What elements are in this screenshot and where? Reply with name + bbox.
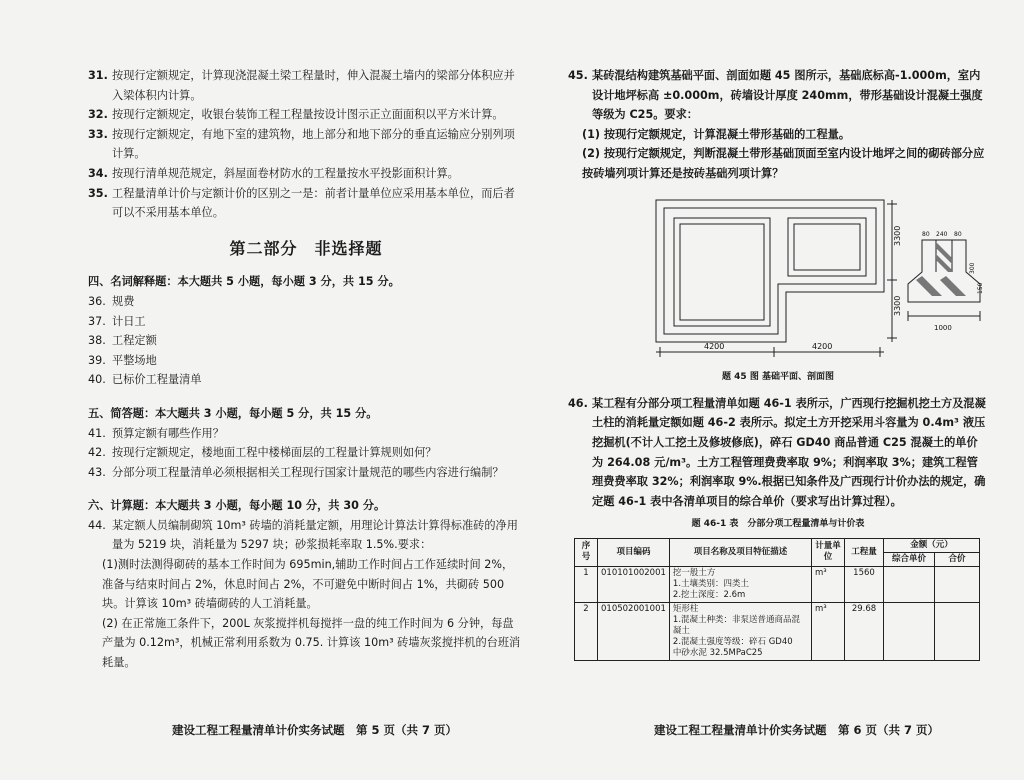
th-code: 项目编码	[598, 538, 670, 566]
th-total: 合价	[935, 552, 980, 566]
th-amount: 金额（元）	[884, 538, 980, 552]
question-46: 46. 某工程有分部分项工程量清单如题 46-1 表所示，广西现行挖掘机挖土方及混凝土柱的消耗量定额如题 46-2 表所示。拟定土方开挖采用斗容量为 0.4m³ 液压挖掘机(不计人工挖土及修坡修底)，碎石 GD40 商品普通 C25 混凝土的单价为 264.08 元/m³。土方工程管理费费率取 9%；利润率取 3%；建筑工程管理费费率取 32%；利润率取 9%.根据已知条件及广西现行计价办法的规定，确定题 46-1 表中各清单项目的综合单价（要求写出计算过程）。	[568, 396, 986, 508]
question-45: 45. 某砖混结构建筑基础平面、剖面如题 45 图所示，基础底标高-1.000m，室内设计地坪标高 ±0.000m，砖墙设计厚度 240mm，带形基础设计混凝土强度等级为 C25。要求：	[568, 69, 983, 122]
dim-3300-top: 3300	[893, 225, 902, 246]
question-38: 38. 工程定额	[88, 334, 157, 348]
question-45-req-1: (1) 按现行定额规定，计算混凝土带形基础的工程量。	[582, 127, 851, 141]
th-seq: 序号	[575, 538, 598, 566]
room-right	[788, 218, 866, 276]
sec-dim-1000: 1000	[934, 323, 952, 332]
sec-dim-300: 300	[969, 262, 976, 274]
th-qty: 工程量	[845, 538, 884, 566]
question-44: 44. 某定额人员编制砌筑 10m³ 砖墙的消耗量定额，用理论计算法计算得标准砖的净用量为 5219 块，消耗量为 5297 块；砂浆损耗率取 1.5%.要求：	[88, 518, 518, 552]
question-42: 42. 按现行定额规定，楼地面工程中楼梯面层的工程量计算规则如何？	[88, 446, 437, 460]
question-44-part-2: (2) 在正常施工条件下，200L 灰浆搅拌机每搅拌一盘的纯工作时间为 6 分钟，每盘产量为 0.12m³，机械正常利用系数为 0.75. 计算该 10m³ 砖墙灰浆搅拌机的台班消耗量。	[102, 616, 521, 670]
question-40: 40. 已标价工程量清单	[88, 373, 202, 387]
right-footer: 建设工程工程量清单计价实务试题 第 6 页（共 7 页）	[654, 723, 940, 737]
room-left-inner	[680, 224, 764, 320]
table-row: 2 010502001001 矩形柱 1.混凝土种类：非泵送普通商品混凝土 2.混凝土强度等级：碎石 GD40 中砂水泥 32.5MPaC25 m³ 29.68	[575, 602, 980, 660]
table-caption: 题 46-1 表 分部分项工程量清单与计价表	[691, 519, 865, 530]
question-34: 34. 按现行清单规范规定，斜屋面卷材防水的工程量按水平投影面积计算。	[88, 166, 459, 180]
question-31: 31. 按现行定额规定，计算现浇混凝土梁工程量时，伸入混凝土墙内的梁部分体积应并入梁体积内计算。	[88, 69, 515, 102]
foundation-figure	[636, 192, 988, 360]
left-footer: 建设工程工程量清单计价实务试题 第 5 页（共 7 页）	[172, 723, 458, 737]
dim-3300-bottom: 3300	[893, 295, 902, 316]
sec-dim-80-right: 80	[954, 230, 962, 238]
question-41: 41. 预算定额有哪些作用？	[88, 426, 224, 440]
sec-dim-80-left: 80	[922, 230, 930, 238]
question-33: 33. 按现行定额规定，有地下室的建筑物，地上部分和地下部分的垂直运输应分别列项计算。	[88, 127, 515, 161]
table-row: 1 010101002001 挖一般土方 1.土壤类别：四类土 2.挖土深度：2.6m m³ 1560	[575, 566, 980, 602]
question-45-req-2: (2) 按现行定额规定，判断混凝土带形基础顶面至室内设计地坪之间的砌砖部分应按砖墙列项计算还是按砖基础列项计算？	[582, 147, 985, 180]
question-32: 32. 按现行定额规定，收银台装饰工程工程量按设计图示正立面面积以平方米计算。	[88, 108, 504, 122]
question-37: 37. 计日工	[88, 314, 146, 328]
question-35: 35. 工程量清单计价与定额计价的区别之一是：前者计量单位应采用基本单位，而后者可以不采用基本单位。	[88, 186, 515, 220]
dim-4200-left: 4200	[704, 341, 725, 351]
question-36: 36. 规费	[88, 294, 135, 308]
th-name: 项目名称及项目特征描述	[669, 538, 811, 566]
dim-4200-right: 4200	[812, 341, 833, 351]
question-44-part-1: (1)测时法测得砌砖的基本工作时间为 695min,辅助工作时间占工作延续时间 2%，准备与结束时间占 2%，休息时间占 2%，不可避免中断时间占 1%，共砌砖 500 块。计算该 10m³ 砖墙砌砖的人工消耗量。	[102, 558, 514, 611]
section-5-heading: 五、简答题：本大题共 3 小题，每小题 5 分，共 15 分。	[88, 406, 378, 420]
room-left	[674, 218, 770, 326]
sec-dim-150: 150	[977, 282, 984, 294]
th-unit: 计量单位	[812, 538, 845, 566]
th-unit-price: 综合单价	[884, 552, 935, 566]
section-6-heading: 六、计算题：本大题共 3 小题，每小题 10 分，共 30 分。	[88, 499, 386, 513]
room-right-inner	[794, 224, 860, 270]
question-39: 39. 平整场地	[88, 353, 157, 367]
question-43: 43. 分部分项工程量清单必须根据相关工程现行国家计量规范的哪些内容进行编制？	[88, 465, 504, 479]
section-4-heading: 四、名词解释题：本大题共 5 小题，每小题 3 分，共 15 分。	[88, 275, 400, 289]
figure-caption: 题 45 图 基础平面、剖面图	[722, 372, 834, 383]
bill-table	[574, 538, 980, 661]
right-page	[568, 66, 988, 661]
part-title: 第二部分 非选择题	[229, 238, 383, 258]
left-page	[88, 66, 524, 673]
sec-dim-240: 240	[936, 230, 948, 238]
